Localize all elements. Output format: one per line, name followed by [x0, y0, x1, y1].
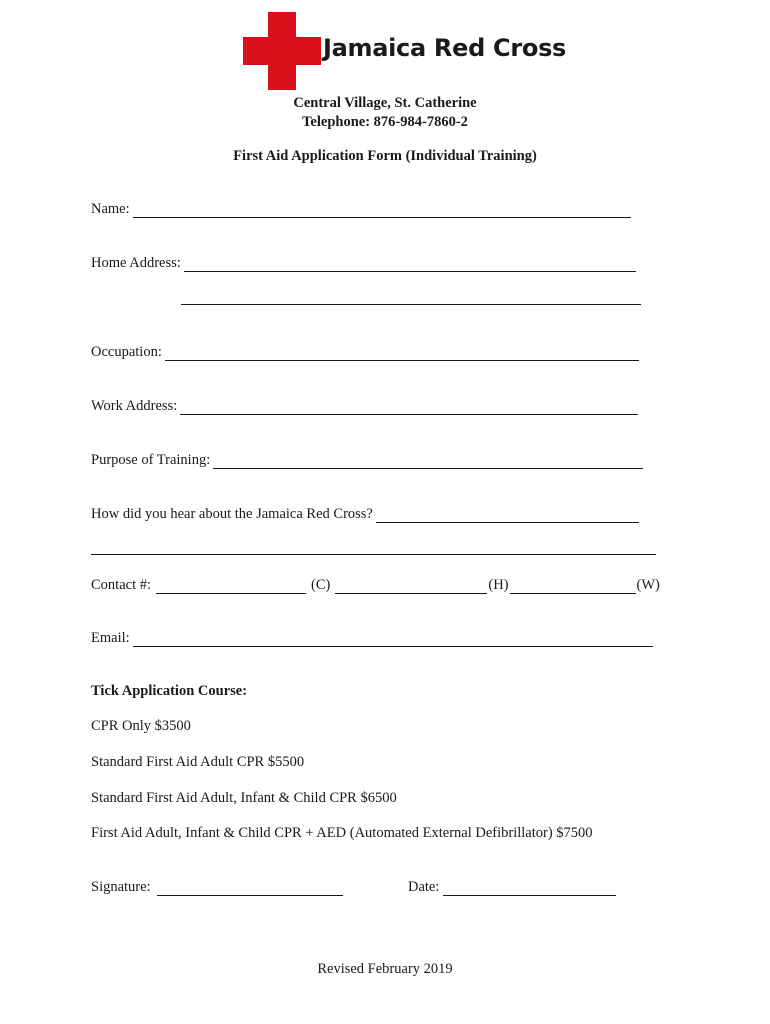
heard-about-blank-2[interactable]	[91, 554, 656, 555]
heard-about-label: How did you hear about the Jamaica Red Cross?	[91, 506, 373, 522]
revised-note: Revised February 2019	[317, 961, 453, 977]
course-option-standard-adult[interactable]: Standard First Aid Adult CPR $5500	[91, 754, 305, 770]
contact-cell-blank[interactable]	[156, 578, 306, 594]
purpose-blank[interactable]	[213, 453, 643, 469]
contact-label: Contact #:	[91, 577, 152, 593]
email-blank[interactable]	[133, 631, 653, 647]
course-heading: Tick Application Course:	[91, 683, 248, 699]
contact-work-label: (W)	[636, 577, 660, 593]
contact-home-blank[interactable]	[335, 578, 487, 594]
date-blank[interactable]	[443, 880, 616, 896]
telephone-line: Telephone: 876-984-7860-2	[302, 114, 468, 130]
purpose-field[interactable]	[91, 452, 643, 469]
logo-text: Jamaica Red Cross	[323, 34, 567, 62]
signature-blank[interactable]	[157, 880, 343, 896]
course-option-standard-infant-child[interactable]: Standard First Aid Adult, Infant & Child CPR $6500	[91, 790, 397, 806]
contact-cell-label: (C)	[311, 577, 331, 593]
home-address-blank-2[interactable]	[181, 304, 641, 305]
occupation-field[interactable]	[91, 344, 639, 361]
home-address-field[interactable]	[91, 255, 636, 272]
work-address-blank[interactable]	[180, 399, 638, 415]
contact-field[interactable]	[91, 577, 660, 594]
name-blank[interactable]	[133, 202, 631, 218]
course-option-cpr[interactable]: CPR Only $3500	[91, 718, 191, 734]
heard-about-blank[interactable]	[376, 507, 639, 523]
email-label: Email:	[91, 630, 130, 646]
course-option-aed[interactable]: First Aid Adult, Infant & Child CPR + AED (Automated External Defibrillator) $7500	[91, 825, 593, 841]
signature-field[interactable]	[91, 879, 343, 896]
home-address-blank[interactable]	[184, 256, 636, 272]
name-label: Name:	[91, 201, 130, 217]
red-cross-logo	[243, 12, 567, 90]
contact-work-blank[interactable]	[510, 578, 636, 594]
occupation-blank[interactable]	[165, 345, 639, 361]
date-field[interactable]	[408, 879, 616, 896]
work-address-label: Work Address:	[91, 398, 178, 414]
home-address-label: Home Address:	[91, 255, 181, 271]
name-field[interactable]	[91, 201, 631, 218]
signature-label: Signature:	[91, 879, 151, 895]
date-label: Date:	[408, 879, 440, 895]
work-address-field[interactable]	[91, 398, 638, 415]
contact-home-label: (H)	[488, 577, 509, 593]
red-cross-icon	[243, 12, 321, 90]
occupation-label: Occupation:	[91, 344, 162, 360]
email-field[interactable]	[91, 630, 653, 647]
address-line: Central Village, St. Catherine	[293, 95, 477, 111]
purpose-label: Purpose of Training:	[91, 452, 211, 468]
heard-about-field[interactable]	[91, 506, 639, 523]
form-title: First Aid Application Form (Individual Training)	[233, 148, 537, 164]
